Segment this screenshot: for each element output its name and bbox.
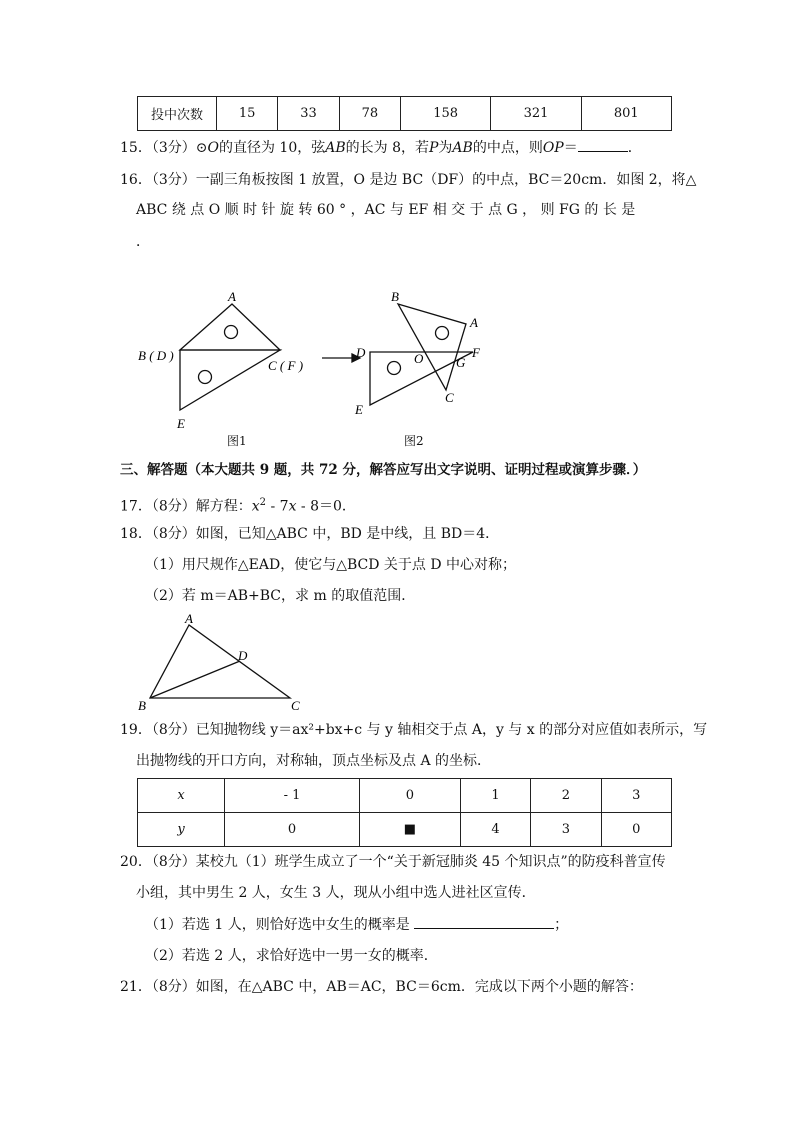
table-cell: - 1: [225, 779, 360, 813]
table-header-cell: y: [138, 813, 225, 847]
triangle-abc: [150, 625, 290, 698]
answer-blank[interactable]: [578, 151, 628, 152]
question-20-part-1: （1）若选 1 人，则恰好选中女生的概率是 ；: [145, 917, 569, 933]
table-cell: 2: [531, 779, 601, 813]
table-cell: 0: [359, 779, 460, 813]
question-20-line-2: 小组，其中男生 2 人，女生 3 人，现从小组中选人进社区宣传．: [136, 885, 536, 901]
label-e: E: [177, 416, 185, 431]
table-cell: 3: [601, 779, 671, 813]
table-cell: 33: [278, 97, 339, 131]
circle-mark: [388, 362, 401, 375]
label-c: C: [291, 698, 300, 713]
label-e: E: [355, 402, 363, 417]
label-cf: C ( F ): [268, 358, 304, 373]
table-header-cell: 投中次数: [138, 97, 217, 131]
question-16-line-1: 16．（3分）一副三角板按图 1 放置，O 是边 BC（DF）的中点，BC＝20cm．如图 2，将△: [120, 172, 697, 188]
figure-triangle-abc: [130, 610, 310, 715]
question-18-part-1: （1）用尺规作△EAD，使它与△BCD 关于点 D 中心对称；: [145, 557, 517, 573]
table-cell: ■: [359, 813, 460, 847]
question-18: 18．（8分）如图，已知△ABC 中，BD 是中线，且 BD＝4．: [120, 526, 500, 542]
question-21: 21．（8分）如图，在△ABC 中，AB＝AC，BC＝6cm．完成以下两个小题的解答：: [120, 979, 643, 995]
circle-mark: [199, 371, 212, 384]
circle-mark: [436, 327, 449, 340]
table-cell: 4: [460, 813, 530, 847]
table-cell: 0: [225, 813, 360, 847]
figure-1-caption: 图1: [227, 434, 247, 448]
label-d: D: [238, 648, 248, 663]
label-bd: B ( D ): [138, 348, 174, 363]
triangle-abc: [180, 304, 280, 350]
table-cell: 0: [601, 813, 671, 847]
table-cell: 3: [531, 813, 601, 847]
label-b: B: [138, 698, 146, 713]
question-17: 17．（8分）解方程：$x^2 - 7x - 8=0$．: [120, 497, 356, 515]
table-cell: 158: [401, 97, 491, 131]
figure-1-and-2: [130, 285, 510, 455]
label-a: A: [470, 315, 478, 330]
question-19-line-2: 出抛物线的开口方向，对称轴，顶点坐标及点 A 的坐标．: [136, 753, 492, 769]
xy-table: [137, 778, 672, 847]
label-o: O: [414, 351, 424, 366]
median-bd: [150, 661, 240, 698]
label-a: A: [228, 289, 236, 304]
table-cell: 801: [581, 97, 671, 131]
table-cell: 1: [460, 779, 530, 813]
figure-2-caption: 图2: [404, 434, 424, 448]
label-c: C: [445, 390, 454, 405]
question-16-line-2: ABC 绕 点 O 顺 时 针 旋 转 60 ° ，AC 与 EF 相 交 于 点 G ， 则 FG 的 长 是: [136, 202, 636, 218]
label-f: F: [472, 345, 480, 360]
question-20-part-2: （2）若选 2 人，求恰好选中一男一女的概率．: [145, 948, 438, 964]
label-b: B: [391, 289, 399, 304]
triangle-def: [180, 350, 280, 410]
top-table: [137, 96, 672, 131]
answer-blank[interactable]: [414, 928, 554, 929]
question-20-line-1: 20．（8分）某校九（1）班学生成立了一个“关于新冠肺炎 45 个知识点”的防疫科普宣传: [120, 854, 666, 870]
table-cell: 78: [339, 97, 400, 131]
table-header-cell: x: [138, 779, 225, 813]
section-heading: 三、解答题（本大题共 9 题，共 72 分，解答应写出文字说明、证明过程或演算步骤．）: [120, 462, 647, 478]
table-cell: 321: [491, 97, 581, 131]
question-16-line-3: ．: [136, 234, 150, 250]
circle-mark: [225, 326, 238, 339]
label-g: G: [456, 355, 466, 370]
label-a: A: [185, 611, 193, 626]
question-18-part-2: （2）若 m＝AB+BC，求 m 的取值范围．: [145, 588, 416, 604]
question-19-line-1: 19．（8分）已知抛物线 y＝ax²+bx+c 与 y 轴相交于点 A，y 与 x 的部分对应值如表所示，写: [120, 722, 708, 738]
question-15: 15．（3分）⊙O的直径为 10，弦AB的长为 8，若P为AB的中点，则OP＝ ．: [120, 140, 642, 156]
label-d: D: [356, 345, 366, 360]
table-cell: 15: [217, 97, 278, 131]
triangle-abc-rotated: [398, 304, 466, 390]
